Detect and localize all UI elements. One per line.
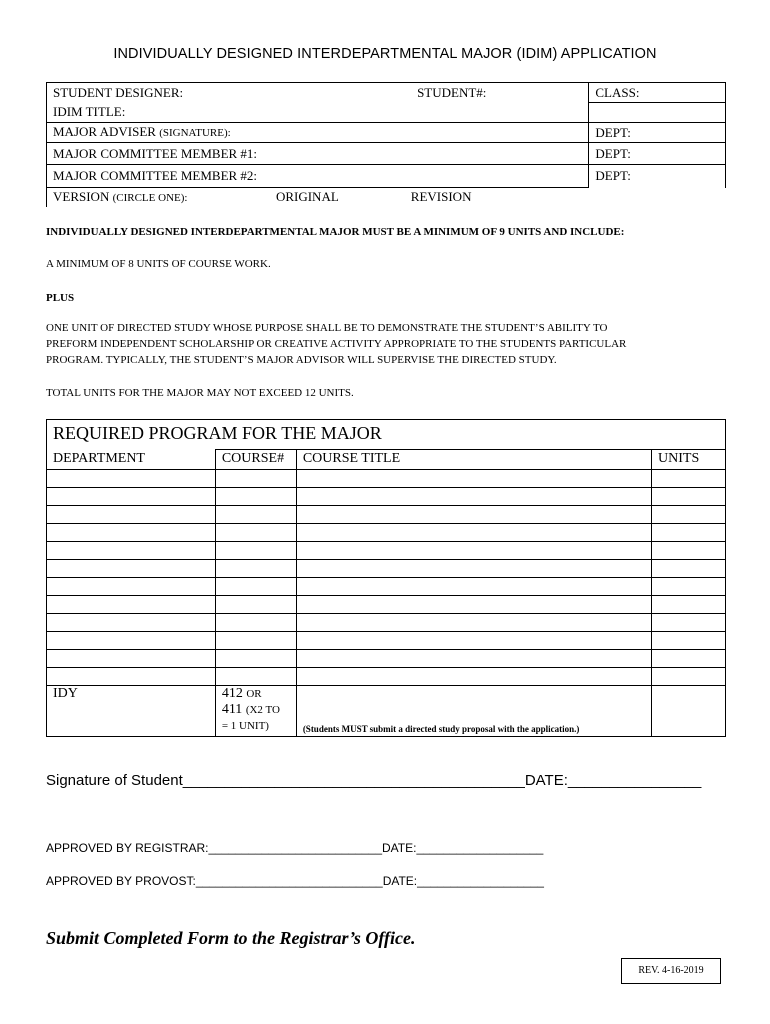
form-title: INDIVIDUALLY DESIGNED INTERDEPARTMENTAL MAJOR (IDIM) APPLICATION: [113, 46, 657, 62]
department-cell[interactable]: [47, 632, 216, 650]
requirements-heading: INDIVIDUALLY DESIGNED INTERDEPARTMENTAL MAJOR MUST BE A MINIMUM OF 9 UNITS AND INCLUDE:: [46, 226, 625, 238]
adviser-dept-field[interactable]: [589, 123, 726, 143]
idy-or: OR: [246, 688, 262, 700]
signature-date-label: DATE:: [524, 772, 568, 789]
idim-title-row: [47, 103, 726, 123]
department-cell[interactable]: [47, 488, 216, 506]
directed-study-line-2: PREFORM INDEPENDENT SCHOLARSHIP OR CREATIVE ACTIVITY APPROPRIATE TO THE STUDENTS PARTICULAR: [46, 338, 627, 350]
student-signature-line[interactable]: [46, 772, 701, 789]
course-title-cell[interactable]: [296, 506, 651, 524]
idy-units-cell[interactable]: [652, 686, 726, 737]
course-title-cell[interactable]: [296, 650, 651, 668]
course-number-cell[interactable]: [215, 596, 296, 614]
committee-member-2-field[interactable]: [47, 165, 589, 188]
directed-study-line-1: ONE UNIT OF DIRECTED STUDY WHOSE PURPOSE SHALL BE TO DEMONSTRATE THE STUDENT’S ABILITY TO: [46, 322, 608, 334]
program-heading: REQUIRED PROGRAM FOR THE MAJOR: [47, 420, 726, 450]
idim-title-label: IDIM TITLE:: [53, 104, 126, 120]
committee-1-dept-label: DEPT:: [595, 145, 631, 161]
course-number-cell[interactable]: [215, 614, 296, 632]
table-row: [47, 632, 726, 650]
total-units-note: TOTAL UNITS FOR THE MAJOR MAY NOT EXCEED 12 UNITS.: [46, 387, 354, 399]
table-row: [47, 470, 726, 488]
table-row: [47, 542, 726, 560]
course-number-cell[interactable]: [215, 632, 296, 650]
idy-row: [47, 686, 726, 737]
student-number-field[interactable]: [411, 83, 589, 103]
idy-department: IDY: [53, 686, 78, 701]
committee-1-dept-field[interactable]: [589, 143, 726, 165]
units-cell[interactable]: [652, 596, 726, 614]
class-label: CLASS:: [595, 84, 640, 100]
course-number-cell[interactable]: [215, 650, 296, 668]
column-header-course-title: COURSE TITLE: [296, 450, 651, 470]
table-row: [47, 614, 726, 632]
idy-course-cell: [215, 686, 296, 737]
course-title-cell[interactable]: [296, 524, 651, 542]
department-cell[interactable]: [47, 614, 216, 632]
directed-study-line-3: PROGRAM. TYPICALLY, THE STUDENT’S MAJOR ADVISOR WILL SUPERVISE THE DIRECTED STUDY.: [46, 354, 557, 366]
signature-blank[interactable]: _________________________________________: [182, 772, 525, 789]
provost-approval-line[interactable]: APPROVED BY PROVOST:____________________________DATE:___________________: [46, 874, 544, 888]
student-designer-field[interactable]: [47, 83, 412, 103]
version-revision-option[interactable]: REVISION: [410, 189, 472, 204]
table-row: [47, 524, 726, 542]
course-title-cell[interactable]: [296, 578, 651, 596]
idy-note-cell: [296, 686, 651, 737]
column-header-units: UNITS: [652, 450, 726, 470]
column-header-department: DEPARTMENT: [47, 450, 216, 470]
major-adviser-label: MAJOR ADVISER: [53, 124, 156, 139]
course-number-cell[interactable]: [215, 542, 296, 560]
table-row: [47, 560, 726, 578]
units-cell[interactable]: [652, 560, 726, 578]
version-row: [47, 188, 726, 208]
department-cell[interactable]: [47, 596, 216, 614]
version-blank: [589, 188, 726, 208]
registrar-approval-line[interactable]: APPROVED BY REGISTRAR:__________________________DATE:___________________: [46, 841, 544, 855]
committee-2-dept-label: DEPT:: [595, 168, 631, 184]
committee-member-2-label: MAJOR COMMITTEE MEMBER #2:: [53, 168, 258, 183]
table-row: [47, 578, 726, 596]
coursework-requirement: A MINIMUM OF 8 UNITS OF COURSE WORK.: [46, 258, 271, 270]
department-cell[interactable]: [47, 650, 216, 668]
course-number-cell[interactable]: [215, 470, 296, 488]
units-cell[interactable]: [652, 632, 726, 650]
program-column-header-row: [47, 450, 726, 470]
units-cell[interactable]: [652, 524, 726, 542]
units-cell[interactable]: [652, 668, 726, 686]
program-heading-row: [47, 420, 726, 450]
major-adviser-field[interactable]: [47, 123, 589, 143]
revision-box: REV. 4-16-2019: [621, 958, 721, 984]
department-cell[interactable]: [47, 560, 216, 578]
adviser-dept-label: DEPT:: [595, 124, 631, 140]
department-cell[interactable]: [47, 668, 216, 686]
table-row: [47, 488, 726, 506]
committee-member-1-label: MAJOR COMMITTEE MEMBER #1:: [53, 145, 258, 161]
student-number-label: STUDENT#:: [417, 84, 487, 100]
idy-x2-to: (X2 TO: [245, 704, 280, 716]
department-cell[interactable]: [47, 524, 216, 542]
units-cell[interactable]: [652, 614, 726, 632]
directed-study-text: [46, 320, 726, 368]
idim-title-blank: [589, 103, 726, 123]
student-designer-label: STUDENT DESIGNER:: [53, 84, 184, 100]
committee-member-1-field[interactable]: [47, 143, 589, 165]
course-title-cell[interactable]: [296, 542, 651, 560]
major-adviser-row: [47, 123, 726, 143]
course-number-cell[interactable]: [215, 668, 296, 686]
course-title-cell[interactable]: [296, 488, 651, 506]
committee-member-1-row: [47, 143, 726, 165]
course-number-cell[interactable]: [215, 524, 296, 542]
committee-2-dept-field[interactable]: [589, 165, 726, 188]
table-row: [47, 650, 726, 668]
signature-note: (SIGNATURE):: [159, 127, 231, 139]
units-cell[interactable]: [652, 650, 726, 668]
units-cell[interactable]: [652, 470, 726, 488]
submit-instruction: Submit Completed Form to the Registrar’s Office.: [46, 928, 416, 948]
course-title-cell[interactable]: [296, 560, 651, 578]
plus-label: PLUS: [46, 292, 75, 304]
directed-study-note: (Students MUST submit a directed study proposal with the application.): [302, 724, 580, 734]
course-title-cell[interactable]: [296, 668, 651, 686]
course-number-cell[interactable]: [215, 488, 296, 506]
idy-department-cell: [47, 686, 216, 737]
units-cell[interactable]: [652, 542, 726, 560]
course-title-cell[interactable]: [296, 632, 651, 650]
department-cell[interactable]: [47, 470, 216, 488]
required-program-table: [46, 419, 726, 737]
circle-one-note: (CIRCLE ONE):: [112, 192, 188, 204]
table-row: [47, 596, 726, 614]
student-info-table: [46, 82, 726, 207]
department-cell[interactable]: [47, 542, 216, 560]
course-number-cell[interactable]: [215, 506, 296, 524]
idy-course-412: 412: [221, 686, 243, 701]
units-cell[interactable]: [652, 578, 726, 596]
student-designer-row: [47, 83, 726, 103]
version-label: VERSION: [53, 189, 110, 204]
table-row: [47, 668, 726, 686]
course-title-cell[interactable]: [296, 470, 651, 488]
course-title-cell[interactable]: [296, 596, 651, 614]
course-number-cell[interactable]: [215, 578, 296, 596]
idy-course-411: 411: [221, 702, 243, 717]
committee-member-2-row: [47, 165, 726, 188]
column-header-course-number: COURSE#: [215, 450, 296, 470]
signature-date-blank[interactable]: ________________: [567, 772, 702, 789]
units-cell[interactable]: [652, 488, 726, 506]
version-field[interactable]: [47, 188, 589, 208]
signature-label: Signature of Student: [46, 772, 183, 789]
department-cell[interactable]: [47, 506, 216, 524]
course-title-cell[interactable]: [296, 614, 651, 632]
idy-one-unit: = 1 UNIT): [221, 720, 269, 732]
class-field[interactable]: [589, 83, 726, 103]
idim-title-field[interactable]: [47, 103, 589, 123]
units-cell[interactable]: [652, 506, 726, 524]
version-original-option[interactable]: ORIGINAL: [275, 189, 339, 204]
table-row: [47, 506, 726, 524]
department-cell[interactable]: [47, 578, 216, 596]
course-number-cell[interactable]: [215, 560, 296, 578]
